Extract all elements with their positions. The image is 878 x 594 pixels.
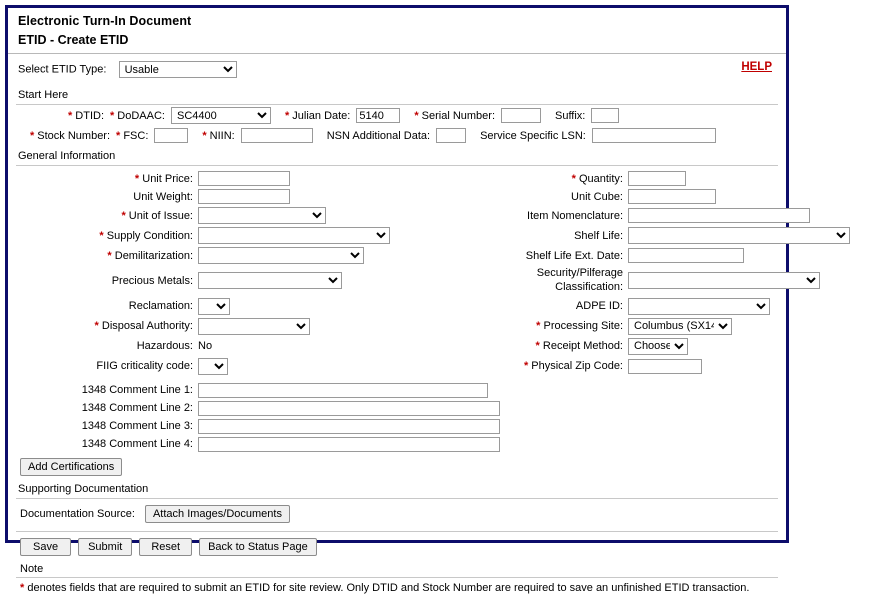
unit-price-field-cell [198, 171, 498, 186]
demilitarization-select[interactable] [198, 247, 364, 264]
processing-site-select[interactable] [628, 318, 732, 335]
supply-condition-select[interactable] [198, 227, 390, 244]
comment-line-1-label: 1348 Comment Line 1: [81, 384, 193, 396]
disposal-authority-label-cell [8, 320, 198, 332]
note-body [8, 578, 786, 594]
demilitarization-required-marker: * [107, 249, 112, 262]
processing-site-label: Processing Site: [543, 320, 623, 332]
shelf-life-field-cell [628, 227, 878, 244]
comment-line-2-input[interactable] [198, 401, 500, 416]
stock-number-row [8, 126, 786, 145]
unit-weight-label-cell [8, 191, 198, 203]
unit-cube-input[interactable] [628, 189, 716, 204]
unit-cube-label-cell [498, 191, 628, 203]
quantity-label: Quantity: [578, 172, 623, 185]
dodaac-label: DoDAAC: [117, 109, 165, 122]
receipt-method-select[interactable] [628, 338, 688, 355]
dtid-required-marker: * [68, 109, 73, 122]
note-text: denotes fields that are required to submit an ETID for site review. Only DTID and Stock Number are required to save an unfinished ETID transaction. [27, 581, 750, 594]
processing-site-field-cell [628, 318, 878, 335]
service-specific-lsn-label: Service Specific LSN: [480, 129, 586, 142]
application-window [5, 5, 789, 594]
nsn-additional-data-label: NSN Additional Data: [326, 129, 431, 142]
julian-date-input[interactable] [356, 108, 400, 123]
note-heading: Note [20, 562, 44, 575]
comment-line-3-label: 1348 Comment Line 3: [81, 420, 193, 432]
physical-zip-input[interactable] [628, 359, 702, 374]
precious-metals-select[interactable] [198, 272, 342, 289]
comment-line-4-input[interactable] [198, 437, 500, 452]
physical-zip-label-cell [498, 360, 628, 372]
etid-type-select[interactable] [119, 61, 237, 78]
receipt-method-field-cell [628, 338, 878, 355]
shelf-life-label: Shelf Life: [574, 229, 623, 242]
quantity-label-cell [498, 173, 628, 185]
receipt-method-label: Receipt Method: [542, 340, 623, 352]
julian-date-label: Julian Date: [292, 109, 351, 122]
save-button[interactable]: Save [20, 538, 71, 556]
footer-buttons [8, 532, 786, 560]
unit-of-issue-select[interactable] [198, 207, 326, 224]
adpe-id-label: ADPE ID: [575, 300, 623, 312]
physical-zip-field-cell [628, 359, 878, 374]
reclamation-field-cell [198, 298, 498, 315]
disposal-authority-label: Disposal Authority: [101, 320, 193, 332]
physical-zip-label: Physical Zip Code: [531, 360, 623, 372]
supply-condition-field-cell [198, 227, 498, 244]
unit-of-issue-field-cell [198, 207, 498, 224]
receipt-method-label-cell [498, 340, 628, 352]
comment-line-1-input[interactable] [198, 383, 488, 398]
comment-line-3-field-cell [198, 419, 786, 434]
comment-lines-grid [8, 379, 786, 452]
disposal-authority-field-cell [198, 318, 498, 335]
niin-required-marker: * [202, 129, 207, 142]
comment-line-4-label: 1348 Comment Line 4: [81, 438, 193, 450]
reclamation-select[interactable] [198, 298, 230, 315]
hazardous-label-cell [8, 340, 198, 352]
shelf-life-ext-label: Shelf Life Ext. Date: [525, 249, 623, 262]
disposal-authority-select[interactable] [198, 318, 310, 335]
unit-of-issue-label: Unit of Issue: [128, 209, 193, 222]
stock-number-label: Stock Number: [37, 129, 111, 142]
adpe-id-field-cell [628, 298, 878, 315]
stock-number-required-marker: * [30, 129, 35, 142]
shelf-life-label-cell [498, 230, 628, 242]
supply-condition-label-cell [8, 230, 198, 242]
physical-zip-required-marker: * [523, 360, 529, 372]
supply-condition-label: Supply Condition: [106, 229, 193, 242]
page-title: Electronic Turn-In Document [18, 14, 192, 28]
reclamation-label-cell [8, 300, 198, 312]
security-pilferage-label-cell [498, 267, 628, 295]
niin-label: NIIN: [209, 129, 235, 142]
nsn-additional-data-input[interactable] [436, 128, 466, 143]
demilitarization-label-cell [8, 250, 198, 262]
back-to-status-page-button[interactable]: Back to Status Page [199, 538, 317, 556]
dodaac-required-marker: * [110, 109, 115, 122]
security-pilferage-label-line1: Security/Pilferage [536, 267, 623, 279]
unit-price-required-marker: * [134, 172, 140, 185]
reset-button[interactable]: Reset [139, 538, 192, 556]
attach-images-documents-button[interactable]: Attach Images/Documents [145, 505, 290, 523]
precious-metals-label: Precious Metals: [111, 274, 193, 287]
suffix-input[interactable] [591, 108, 619, 123]
security-pilferage-label-line2: Classification: [555, 280, 623, 293]
hazardous-label: Hazardous: [136, 340, 193, 352]
section-supporting-documentation: Supporting Documentation [18, 482, 149, 495]
comment-line-2-field-cell [198, 401, 786, 416]
receipt-method-required-marker: * [535, 340, 540, 352]
add-certifications-row [8, 452, 786, 480]
serial-number-input[interactable] [501, 108, 541, 123]
quantity-field-cell [628, 171, 878, 186]
disposal-authority-required-marker: * [94, 320, 99, 332]
unit-weight-field-cell [198, 189, 498, 204]
dodaac-select[interactable] [171, 107, 271, 124]
fiig-criticality-label: FIIG criticality code: [96, 360, 193, 372]
fiig-field-cell [198, 358, 498, 375]
suffix-label: Suffix: [555, 109, 586, 122]
dtid-label: DTID: [75, 109, 105, 122]
item-nomenclature-input[interactable] [628, 208, 810, 223]
unit-of-issue-required-marker: * [121, 209, 126, 222]
fsc-label: FSC: [123, 129, 149, 142]
niin-input[interactable] [241, 128, 313, 143]
service-specific-lsn-input[interactable] [592, 128, 716, 143]
hazardous-value: No [198, 340, 213, 352]
julian-required-marker: * [284, 109, 290, 122]
page-subtitle: ETID - Create ETID [18, 33, 129, 47]
adpe-id-label-cell [498, 300, 628, 312]
documentation-source-label: Documentation Source: [20, 507, 135, 520]
comment-line-4-field-cell [198, 437, 786, 452]
section-general-information: General Information [18, 150, 116, 162]
unit-weight-input[interactable] [198, 189, 290, 204]
demilitarization-label: Demilitarization: [114, 249, 193, 262]
security-pilferage-select[interactable] [628, 272, 820, 289]
unit-price-label-cell [8, 173, 198, 185]
shelf-life-ext-input[interactable] [628, 248, 744, 263]
item-nomenclature-label: Item Nomenclature: [527, 209, 623, 222]
precious-metals-field-cell [198, 272, 498, 289]
shelf-life-ext-field-cell [628, 248, 878, 263]
unit-of-issue-label-cell [8, 210, 198, 222]
adpe-id-select[interactable] [628, 298, 770, 315]
unit-cube-label: Unit Cube: [571, 190, 623, 203]
shelf-life-ext-label-cell [498, 250, 628, 262]
comment-line-1-field-cell [198, 383, 786, 398]
page-content [8, 8, 786, 594]
hazardous-value-cell [198, 340, 498, 352]
supply-condition-required-marker: * [99, 229, 104, 242]
fsc-input[interactable] [154, 128, 188, 143]
shelf-life-select[interactable] [628, 227, 850, 244]
reclamation-label: Reclamation: [128, 300, 193, 312]
unit-price-input[interactable] [198, 171, 290, 186]
etid-type-bar [8, 54, 786, 86]
add-certifications-button[interactable]: Add Certifications [20, 458, 122, 476]
comment-line-3-input[interactable] [198, 419, 500, 434]
help-link[interactable]: HELP [741, 61, 772, 73]
serial-required-marker: * [414, 109, 419, 122]
unit-weight-label: Unit Weight: [133, 190, 193, 203]
item-nomenclature-field-cell [628, 208, 878, 223]
section-start-here: Start Here [18, 89, 69, 101]
unit-price-label: Unit Price: [142, 172, 193, 185]
note-required-marker: * [20, 581, 25, 594]
unit-cube-field-cell [628, 189, 878, 204]
submit-button[interactable]: Submit [78, 538, 132, 556]
serial-number-label: Serial Number: [421, 109, 495, 122]
general-information-grid [8, 166, 786, 379]
dtid-row [8, 105, 786, 126]
demilitarization-field-cell [198, 247, 498, 264]
security-pilferage-field-cell [628, 272, 878, 289]
comment-line-2-label: 1348 Comment Line 2: [81, 402, 193, 414]
processing-site-label-cell [498, 320, 628, 332]
quantity-required-marker: * [571, 172, 576, 185]
page-header [8, 8, 786, 53]
etid-type-label: Select ETID Type: [18, 63, 107, 76]
item-nomenclature-label-cell [498, 210, 628, 222]
quantity-input[interactable] [628, 171, 686, 186]
fiig-label-cell [8, 360, 198, 372]
documentation-source-row [8, 499, 786, 531]
processing-site-required-marker: * [536, 320, 541, 332]
fiig-criticality-select[interactable] [198, 358, 228, 375]
precious-metals-label-cell [8, 275, 198, 287]
fsc-required-marker: * [116, 129, 121, 142]
